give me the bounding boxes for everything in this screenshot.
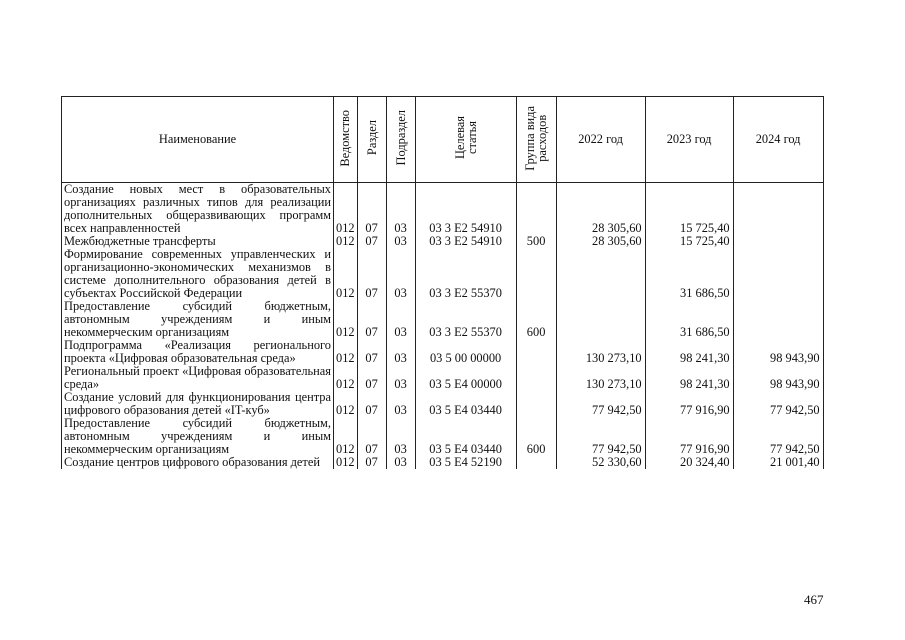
- row-dept: 012: [334, 456, 358, 469]
- row-2023: 98 241,30: [645, 365, 733, 391]
- row-section: 07: [357, 391, 386, 417]
- row-section: 07: [357, 456, 386, 469]
- row-name: Предоставление субсидий бюджетным, автономным учреждениям и иным некоммерческим организациям: [62, 300, 334, 339]
- row-group: [516, 391, 556, 417]
- row-2022: 28 305,60: [556, 235, 645, 248]
- row-2022: [556, 300, 645, 339]
- table-row: [62, 339, 824, 365]
- row-subsection: 03: [386, 365, 415, 391]
- row-2022: 77 942,50: [556, 391, 645, 417]
- row-target: 03 5 E4 03440: [415, 417, 516, 456]
- row-2024: [733, 183, 823, 236]
- row-name: Региональный проект «Цифровая образовательная среда»: [62, 365, 334, 391]
- row-name: Создание центров цифрового образования детей: [62, 456, 334, 469]
- row-2023: 77 916,90: [645, 391, 733, 417]
- header-section: Раздел: [357, 97, 386, 183]
- row-subsection: 03: [386, 391, 415, 417]
- row-subsection: 03: [386, 456, 415, 469]
- budget-table: [61, 96, 824, 469]
- row-target: 03 3 E2 54910: [415, 235, 516, 248]
- row-dept: 012: [334, 183, 358, 236]
- row-dept: 012: [334, 300, 358, 339]
- row-name: Формирование современных управленческих и организационно-экономических механизмов в системе дополнительного образования детей в субъектах Российской Федерации: [62, 248, 334, 300]
- row-target: 03 5 E4 00000: [415, 365, 516, 391]
- header-target: Целевая статья: [415, 97, 516, 183]
- row-name: Создание условий для функционирования центра цифрового образования детей «IT-куб»: [62, 391, 334, 417]
- row-2024: [733, 300, 823, 339]
- row-target: 03 3 E2 55370: [415, 300, 516, 339]
- row-dept: 012: [334, 391, 358, 417]
- row-dept: 012: [334, 339, 358, 365]
- row-group: [516, 456, 556, 469]
- row-target: 03 3 E2 54910: [415, 183, 516, 236]
- row-2023: 31 686,50: [645, 248, 733, 300]
- row-2024: 77 942,50: [733, 417, 823, 456]
- row-dept: 012: [334, 235, 358, 248]
- row-name: Межбюджетные трансферты: [62, 235, 334, 248]
- table-row: [62, 365, 824, 391]
- row-section: 07: [357, 339, 386, 365]
- row-2024: [733, 235, 823, 248]
- table-row: [62, 183, 824, 236]
- row-group: [516, 248, 556, 300]
- row-2023: 98 241,30: [645, 339, 733, 365]
- row-subsection: 03: [386, 248, 415, 300]
- row-target: 03 5 E4 03440: [415, 391, 516, 417]
- row-target: 03 3 E2 55370: [415, 248, 516, 300]
- row-2022: [556, 248, 645, 300]
- row-subsection: 03: [386, 235, 415, 248]
- row-2022: 130 273,10: [556, 365, 645, 391]
- row-group: 600: [516, 300, 556, 339]
- row-target: 03 5 00 00000: [415, 339, 516, 365]
- row-group: 600: [516, 417, 556, 456]
- row-2024: 98 943,90: [733, 339, 823, 365]
- row-2023: 77 916,90: [645, 417, 733, 456]
- row-section: 07: [357, 248, 386, 300]
- row-name: Создание новых мест в образовательных организациях различных типов для реализации дополнительных общеразвивающих программ всех направленностей: [62, 183, 334, 236]
- row-2023: 31 686,50: [645, 300, 733, 339]
- row-dept: 012: [334, 365, 358, 391]
- row-section: 07: [357, 183, 386, 236]
- row-2023: 20 324,40: [645, 456, 733, 469]
- row-subsection: 03: [386, 300, 415, 339]
- row-2024: 21 001,40: [733, 456, 823, 469]
- table-row: [62, 417, 824, 456]
- row-2024: 77 942,50: [733, 391, 823, 417]
- table-header: [62, 97, 824, 183]
- header-subsection: Подраздел: [386, 97, 415, 183]
- table-row: [62, 235, 824, 248]
- row-section: 07: [357, 365, 386, 391]
- row-name: Предоставление субсидий бюджетным, автономным учреждениям и иным некоммерческим организациям: [62, 417, 334, 456]
- page-number: 467: [804, 592, 824, 607]
- row-section: 07: [357, 235, 386, 248]
- header-2023: 2023 год: [645, 97, 733, 183]
- header-2024: 2024 год: [733, 97, 823, 183]
- row-2024: [733, 248, 823, 300]
- row-subsection: 03: [386, 183, 415, 236]
- row-subsection: 03: [386, 417, 415, 456]
- row-2022: 130 273,10: [556, 339, 645, 365]
- row-dept: 012: [334, 417, 358, 456]
- row-group: [516, 339, 556, 365]
- row-subsection: 03: [386, 339, 415, 365]
- row-2023: 15 725,40: [645, 235, 733, 248]
- row-group: 500: [516, 235, 556, 248]
- row-group: [516, 365, 556, 391]
- table-row: [62, 391, 824, 417]
- row-2022: 77 942,50: [556, 417, 645, 456]
- row-target: 03 5 E4 52190: [415, 456, 516, 469]
- row-section: 07: [357, 300, 386, 339]
- row-group: [516, 183, 556, 236]
- row-dept: 012: [334, 248, 358, 300]
- header-group: Группа вида расходов: [516, 97, 556, 183]
- header-name: Наименование: [62, 97, 334, 183]
- header-2022: 2022 год: [556, 97, 645, 183]
- header-dept: Ведомство: [334, 97, 358, 183]
- table-row: [62, 300, 824, 339]
- row-section: 07: [357, 417, 386, 456]
- table-row: [62, 248, 824, 300]
- row-2023: 15 725,40: [645, 183, 733, 236]
- table-row: [62, 456, 824, 469]
- row-2024: 98 943,90: [733, 365, 823, 391]
- row-2022: 28 305,60: [556, 183, 645, 236]
- row-name: Подпрограмма «Реализация регионального проекта «Цифровая образовательная среда»: [62, 339, 334, 365]
- row-2022: 52 330,60: [556, 456, 645, 469]
